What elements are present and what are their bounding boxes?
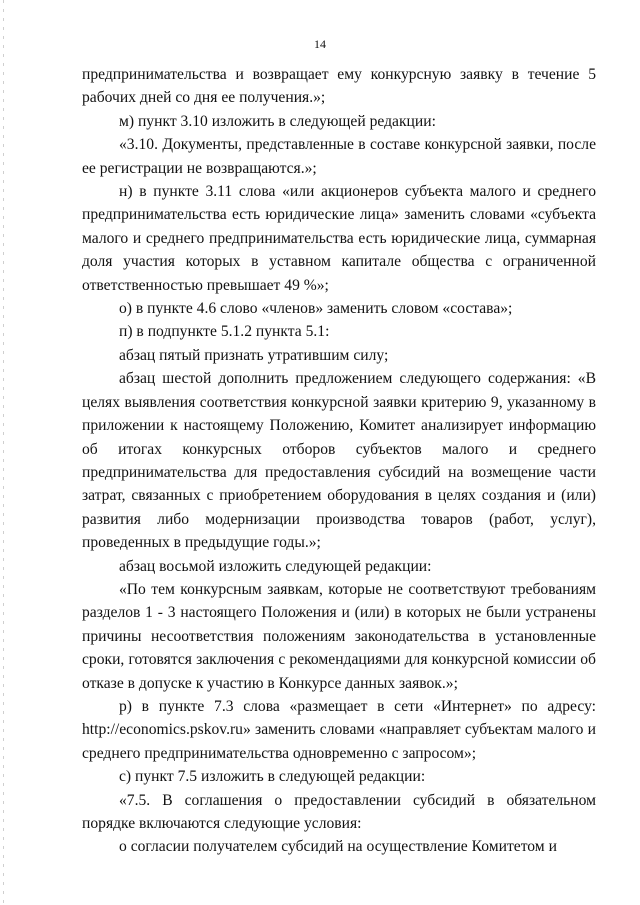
paragraph-item-n: н) в пункте 3.11 слова «или акционеров субъекта малого и среднего предпринимательства есть юридические лица» заменить словами «субъекта малого и среднего предпринимательства есть юридические лица, суммарная доля участия которых в уставном капитале общества с ограниченной ответственностью превышает 49 %»; (82, 183, 596, 294)
paragraph-abzats-5: абзац пятый признать утратившим силу; (119, 346, 389, 364)
paragraph-quote-7-5: «7.5. В соглашения о предоставлении субсидий в обязательном порядке включаются следующие условия: (82, 791, 596, 832)
paragraph-condition: о согласии получателем субсидий на осуществление Комитетом и (119, 838, 557, 856)
paragraph-item-m: м) пункт 3.10 изложить в следующей редакции: (119, 112, 436, 130)
page-number: 14 (314, 37, 326, 51)
paragraph-continuation: предпринимательства и возвращает ему конкурсную заявку в течение 5 рабочих дней со дня ее получения.»; (82, 66, 596, 107)
paragraph-quote-abzats-8: «По тем конкурсным заявкам, которые не соответствуют требованиям разделов 1 - 3 настоящего Положения и (или) в которых не были устранены причины несоответствия положениям законодательства в установленные сроки, готовятся заключения с рекомендациями для конкурсной комиссии об отказе в допуске к участию в Конкурсе данных заявок.»; (82, 580, 596, 692)
paragraph-item-s: с) пункт 7.5 изложить в следующей редакции: (119, 768, 426, 786)
paragraph-item-r: р) в пункте 7.3 слова «размещает в сети «Интернет» по адресу: http://economics.pskov.ru» заменить словами «направляет субъектам малого и среднего предпринимательства одновременно с запросом»; (82, 697, 596, 762)
paragraph-item-o: о) в пункте 4.6 слово «членов» заменить словом «состава»; (119, 300, 513, 318)
paragraph-quote-3-10: «3.10. Документы, представленные в составе конкурсной заявки, после ее регистрации не возвращаются.»; (82, 136, 596, 177)
paragraph-abzats-8: абзац восьмой изложить следующей редакции: (119, 557, 432, 575)
paragraph-abzats-6: абзац шестой дополнить предложением следующего содержания: «В целях выявления соответствия конкурсной заявки критерию 9, указанному в приложении к настоящему Положению, Комитет анализирует информацию об итогах конкурсных отборов субъектов малого и среднего предпринимательства для предоставления субсидий на возмещение части затрат, связанных с приобретением оборудования в целях создания и (или) развития либо модернизации производства товаров (работ, услуг), проведенных в предыдущие годы.»; (82, 370, 596, 552)
paragraph-item-p: п) в подпункте 5.1.2 пункта 5.1: (119, 323, 330, 341)
scan-edge-artifact (3, 0, 4, 905)
document-body (82, 63, 596, 859)
